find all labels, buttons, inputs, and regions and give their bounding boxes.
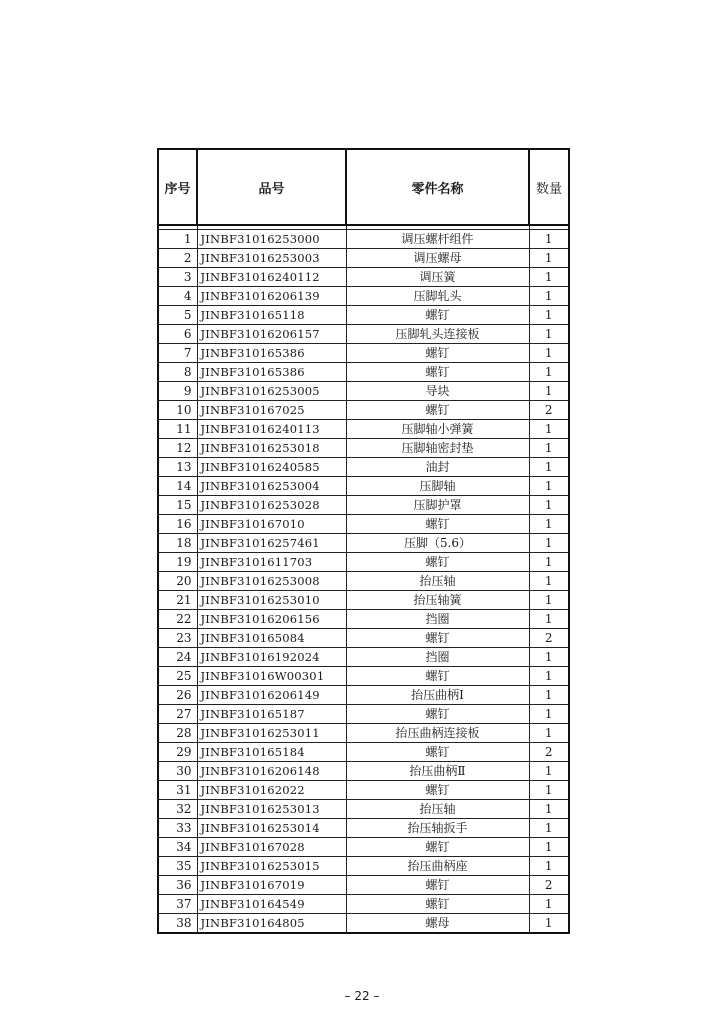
cell-name: 油封	[346, 458, 529, 477]
cell-no: 9	[159, 382, 197, 401]
cell-no: 10	[159, 401, 197, 420]
cell-qty: 1	[529, 363, 568, 382]
cell-name: 压脚轴小弹簧	[346, 420, 529, 439]
table-row	[159, 629, 568, 648]
cell-name: 压脚（5.6）	[346, 534, 529, 553]
cell-name: 抬压曲柄Ⅱ	[346, 762, 529, 781]
cell-code: JINBF310164805	[197, 914, 346, 933]
table-row	[159, 895, 568, 914]
header-no: 序号	[159, 150, 197, 225]
cell-code: JINBF310165118	[197, 306, 346, 325]
cell-qty: 1	[529, 686, 568, 705]
cell-qty: 1	[529, 705, 568, 724]
cell-qty: 1	[529, 553, 568, 572]
cell-name: 螺钉	[346, 515, 529, 534]
cell-code: JINBF31016192024	[197, 648, 346, 667]
header-qty: 数量	[529, 150, 568, 225]
cell-code: JINBF31016253010	[197, 591, 346, 610]
table-row	[159, 743, 568, 762]
cell-code: JINBF310162022	[197, 781, 346, 800]
cell-name: 螺钉	[346, 553, 529, 572]
cell-no: 26	[159, 686, 197, 705]
cell-code: JINBF31016240585	[197, 458, 346, 477]
cell-name: 抬压曲柄连接板	[346, 724, 529, 743]
cell-code: JINBF31016W00301	[197, 667, 346, 686]
cell-no: 8	[159, 363, 197, 382]
cell-no: 20	[159, 572, 197, 591]
table-row	[159, 382, 568, 401]
cell-qty: 1	[529, 477, 568, 496]
cell-name: 导块	[346, 382, 529, 401]
cell-code: JINBF31016206139	[197, 287, 346, 306]
table-body	[159, 225, 568, 932]
table-row	[159, 762, 568, 781]
cell-qty: 1	[529, 382, 568, 401]
table-row	[159, 249, 568, 268]
table-row	[159, 287, 568, 306]
cell-code: JINBF31016253003	[197, 249, 346, 268]
cell-code: JINBF31016253028	[197, 496, 346, 515]
cell-no: 14	[159, 477, 197, 496]
cell-name: 抬压轴	[346, 572, 529, 591]
table-row	[159, 325, 568, 344]
cell-qty: 1	[529, 458, 568, 477]
table-row	[159, 363, 568, 382]
cell-qty: 1	[529, 496, 568, 515]
cell-name: 挡圈	[346, 648, 529, 667]
cell-name: 螺钉	[346, 876, 529, 895]
cell-no: 16	[159, 515, 197, 534]
table-row	[159, 838, 568, 857]
cell-no: 38	[159, 914, 197, 933]
cell-no: 29	[159, 743, 197, 762]
cell-name: 螺钉	[346, 838, 529, 857]
table-row	[159, 534, 568, 553]
cell-qty: 1	[529, 819, 568, 838]
cell-no: 3	[159, 268, 197, 287]
cell-name: 抬压轴扳手	[346, 819, 529, 838]
cell-code: JINBF310165084	[197, 629, 346, 648]
cell-code: JINBF3101611703	[197, 553, 346, 572]
cell-name: 抬压曲柄Ⅰ	[346, 686, 529, 705]
cell-name: 调压螺杆组件	[346, 230, 529, 249]
cell-no: 12	[159, 439, 197, 458]
header-name: 零件名称	[346, 150, 529, 225]
cell-no: 22	[159, 610, 197, 629]
table-row	[159, 667, 568, 686]
table-row	[159, 477, 568, 496]
table-row	[159, 819, 568, 838]
cell-no: 35	[159, 857, 197, 876]
cell-qty: 1	[529, 306, 568, 325]
cell-no: 34	[159, 838, 197, 857]
cell-qty: 1	[529, 268, 568, 287]
cell-name: 螺钉	[346, 306, 529, 325]
cell-code: JINBF31016206149	[197, 686, 346, 705]
cell-no: 2	[159, 249, 197, 268]
cell-qty: 1	[529, 439, 568, 458]
table-row	[159, 610, 568, 629]
cell-name: 螺钉	[346, 401, 529, 420]
cell-code: JINBF31016253005	[197, 382, 346, 401]
cell-no: 36	[159, 876, 197, 895]
cell-qty: 1	[529, 762, 568, 781]
table-row	[159, 306, 568, 325]
cell-code: JINBF31016253004	[197, 477, 346, 496]
cell-no: 18	[159, 534, 197, 553]
cell-qty: 1	[529, 724, 568, 743]
table-header	[159, 150, 568, 225]
table-row	[159, 705, 568, 724]
cell-name: 抬压轴	[346, 800, 529, 819]
cell-qty: 1	[529, 610, 568, 629]
cell-qty: 1	[529, 287, 568, 306]
cell-code: JINBF31016240113	[197, 420, 346, 439]
cell-qty: 1	[529, 895, 568, 914]
cell-code: JINBF31016240112	[197, 268, 346, 287]
cell-code: JINBF31016206157	[197, 325, 346, 344]
cell-name: 压脚轴	[346, 477, 529, 496]
cell-qty: 1	[529, 572, 568, 591]
cell-qty: 1	[529, 781, 568, 800]
cell-qty: 2	[529, 876, 568, 895]
cell-code: JINBF310167025	[197, 401, 346, 420]
cell-no: 32	[159, 800, 197, 819]
cell-no: 25	[159, 667, 197, 686]
cell-code: JINBF31016253011	[197, 724, 346, 743]
cell-name: 压脚轴密封垫	[346, 439, 529, 458]
cell-qty: 1	[529, 230, 568, 249]
cell-name: 调压簧	[346, 268, 529, 287]
table-row	[159, 781, 568, 800]
cell-qty: 1	[529, 857, 568, 876]
cell-no: 11	[159, 420, 197, 439]
cell-qty: 2	[529, 629, 568, 648]
cell-code: JINBF31016253015	[197, 857, 346, 876]
table-row	[159, 496, 568, 515]
table-row	[159, 648, 568, 667]
cell-no: 23	[159, 629, 197, 648]
cell-code: JINBF310165386	[197, 344, 346, 363]
table-row	[159, 439, 568, 458]
cell-name: 螺钉	[346, 344, 529, 363]
cell-name: 抬压曲柄座	[346, 857, 529, 876]
parts-table	[159, 150, 568, 932]
cell-code: JINBF310165184	[197, 743, 346, 762]
cell-code: JINBF310165187	[197, 705, 346, 724]
table-row	[159, 572, 568, 591]
table-row	[159, 344, 568, 363]
cell-name: 螺钉	[346, 363, 529, 382]
cell-name: 压脚轧头连接板	[346, 325, 529, 344]
table-row	[159, 230, 568, 249]
page-number: – 22 –	[344, 989, 380, 1003]
cell-no: 33	[159, 819, 197, 838]
cell-no: 37	[159, 895, 197, 914]
table-row	[159, 800, 568, 819]
parts-table-frame	[157, 148, 570, 934]
cell-no: 6	[159, 325, 197, 344]
cell-qty: 1	[529, 591, 568, 610]
table-row	[159, 420, 568, 439]
header-code: 品号	[197, 150, 346, 225]
cell-no: 7	[159, 344, 197, 363]
cell-code: JINBF310164549	[197, 895, 346, 914]
cell-no: 24	[159, 648, 197, 667]
cell-name: 螺钉	[346, 743, 529, 762]
cell-qty: 2	[529, 401, 568, 420]
cell-no: 28	[159, 724, 197, 743]
table-row	[159, 857, 568, 876]
table-row	[159, 515, 568, 534]
cell-no: 4	[159, 287, 197, 306]
cell-code: JINBF31016253014	[197, 819, 346, 838]
table-row	[159, 724, 568, 743]
cell-code: JINBF31016253008	[197, 572, 346, 591]
cell-code: JINBF31016206156	[197, 610, 346, 629]
cell-no: 5	[159, 306, 197, 325]
cell-no: 21	[159, 591, 197, 610]
cell-qty: 2	[529, 743, 568, 762]
cell-qty: 1	[529, 838, 568, 857]
cell-name: 螺钉	[346, 781, 529, 800]
table-row	[159, 876, 568, 895]
cell-no: 13	[159, 458, 197, 477]
table-row	[159, 268, 568, 287]
cell-no: 15	[159, 496, 197, 515]
table-row	[159, 458, 568, 477]
cell-name: 螺钉	[346, 667, 529, 686]
cell-code: JINBF310167010	[197, 515, 346, 534]
cell-name: 螺钉	[346, 629, 529, 648]
cell-no: 1	[159, 230, 197, 249]
cell-qty: 1	[529, 667, 568, 686]
cell-qty: 1	[529, 344, 568, 363]
cell-qty: 1	[529, 325, 568, 344]
cell-name: 调压螺母	[346, 249, 529, 268]
cell-name: 压脚轧头	[346, 287, 529, 306]
cell-name: 抬压轴簧	[346, 591, 529, 610]
cell-code: JINBF31016253000	[197, 230, 346, 249]
table-row	[159, 914, 568, 933]
cell-code: JINBF31016253018	[197, 439, 346, 458]
table-row	[159, 591, 568, 610]
cell-code: JINBF31016206148	[197, 762, 346, 781]
cell-no: 30	[159, 762, 197, 781]
cell-name: 挡圈	[346, 610, 529, 629]
table-row	[159, 401, 568, 420]
cell-code: JINBF310165386	[197, 363, 346, 382]
cell-qty: 1	[529, 800, 568, 819]
cell-code: JINBF310167028	[197, 838, 346, 857]
cell-no: 27	[159, 705, 197, 724]
cell-name: 螺钉	[346, 895, 529, 914]
cell-no: 19	[159, 553, 197, 572]
cell-name: 螺钉	[346, 705, 529, 724]
cell-qty: 1	[529, 648, 568, 667]
cell-qty: 1	[544, 916, 553, 930]
cell-name: 压脚护罩	[346, 496, 529, 515]
cell-qty: 1	[529, 534, 568, 553]
table-row	[159, 553, 568, 572]
cell-qty: 1	[529, 420, 568, 439]
cell-code: JINBF310167019	[197, 876, 346, 895]
cell-code: JINBF31016253013	[197, 800, 346, 819]
cell-no: 31	[159, 781, 197, 800]
cell-name: 螺母	[346, 914, 529, 933]
cell-qty: 1	[529, 515, 568, 534]
table-row	[159, 686, 568, 705]
cell-code: JINBF31016257461	[197, 534, 346, 553]
cell-qty: 1	[529, 249, 568, 268]
